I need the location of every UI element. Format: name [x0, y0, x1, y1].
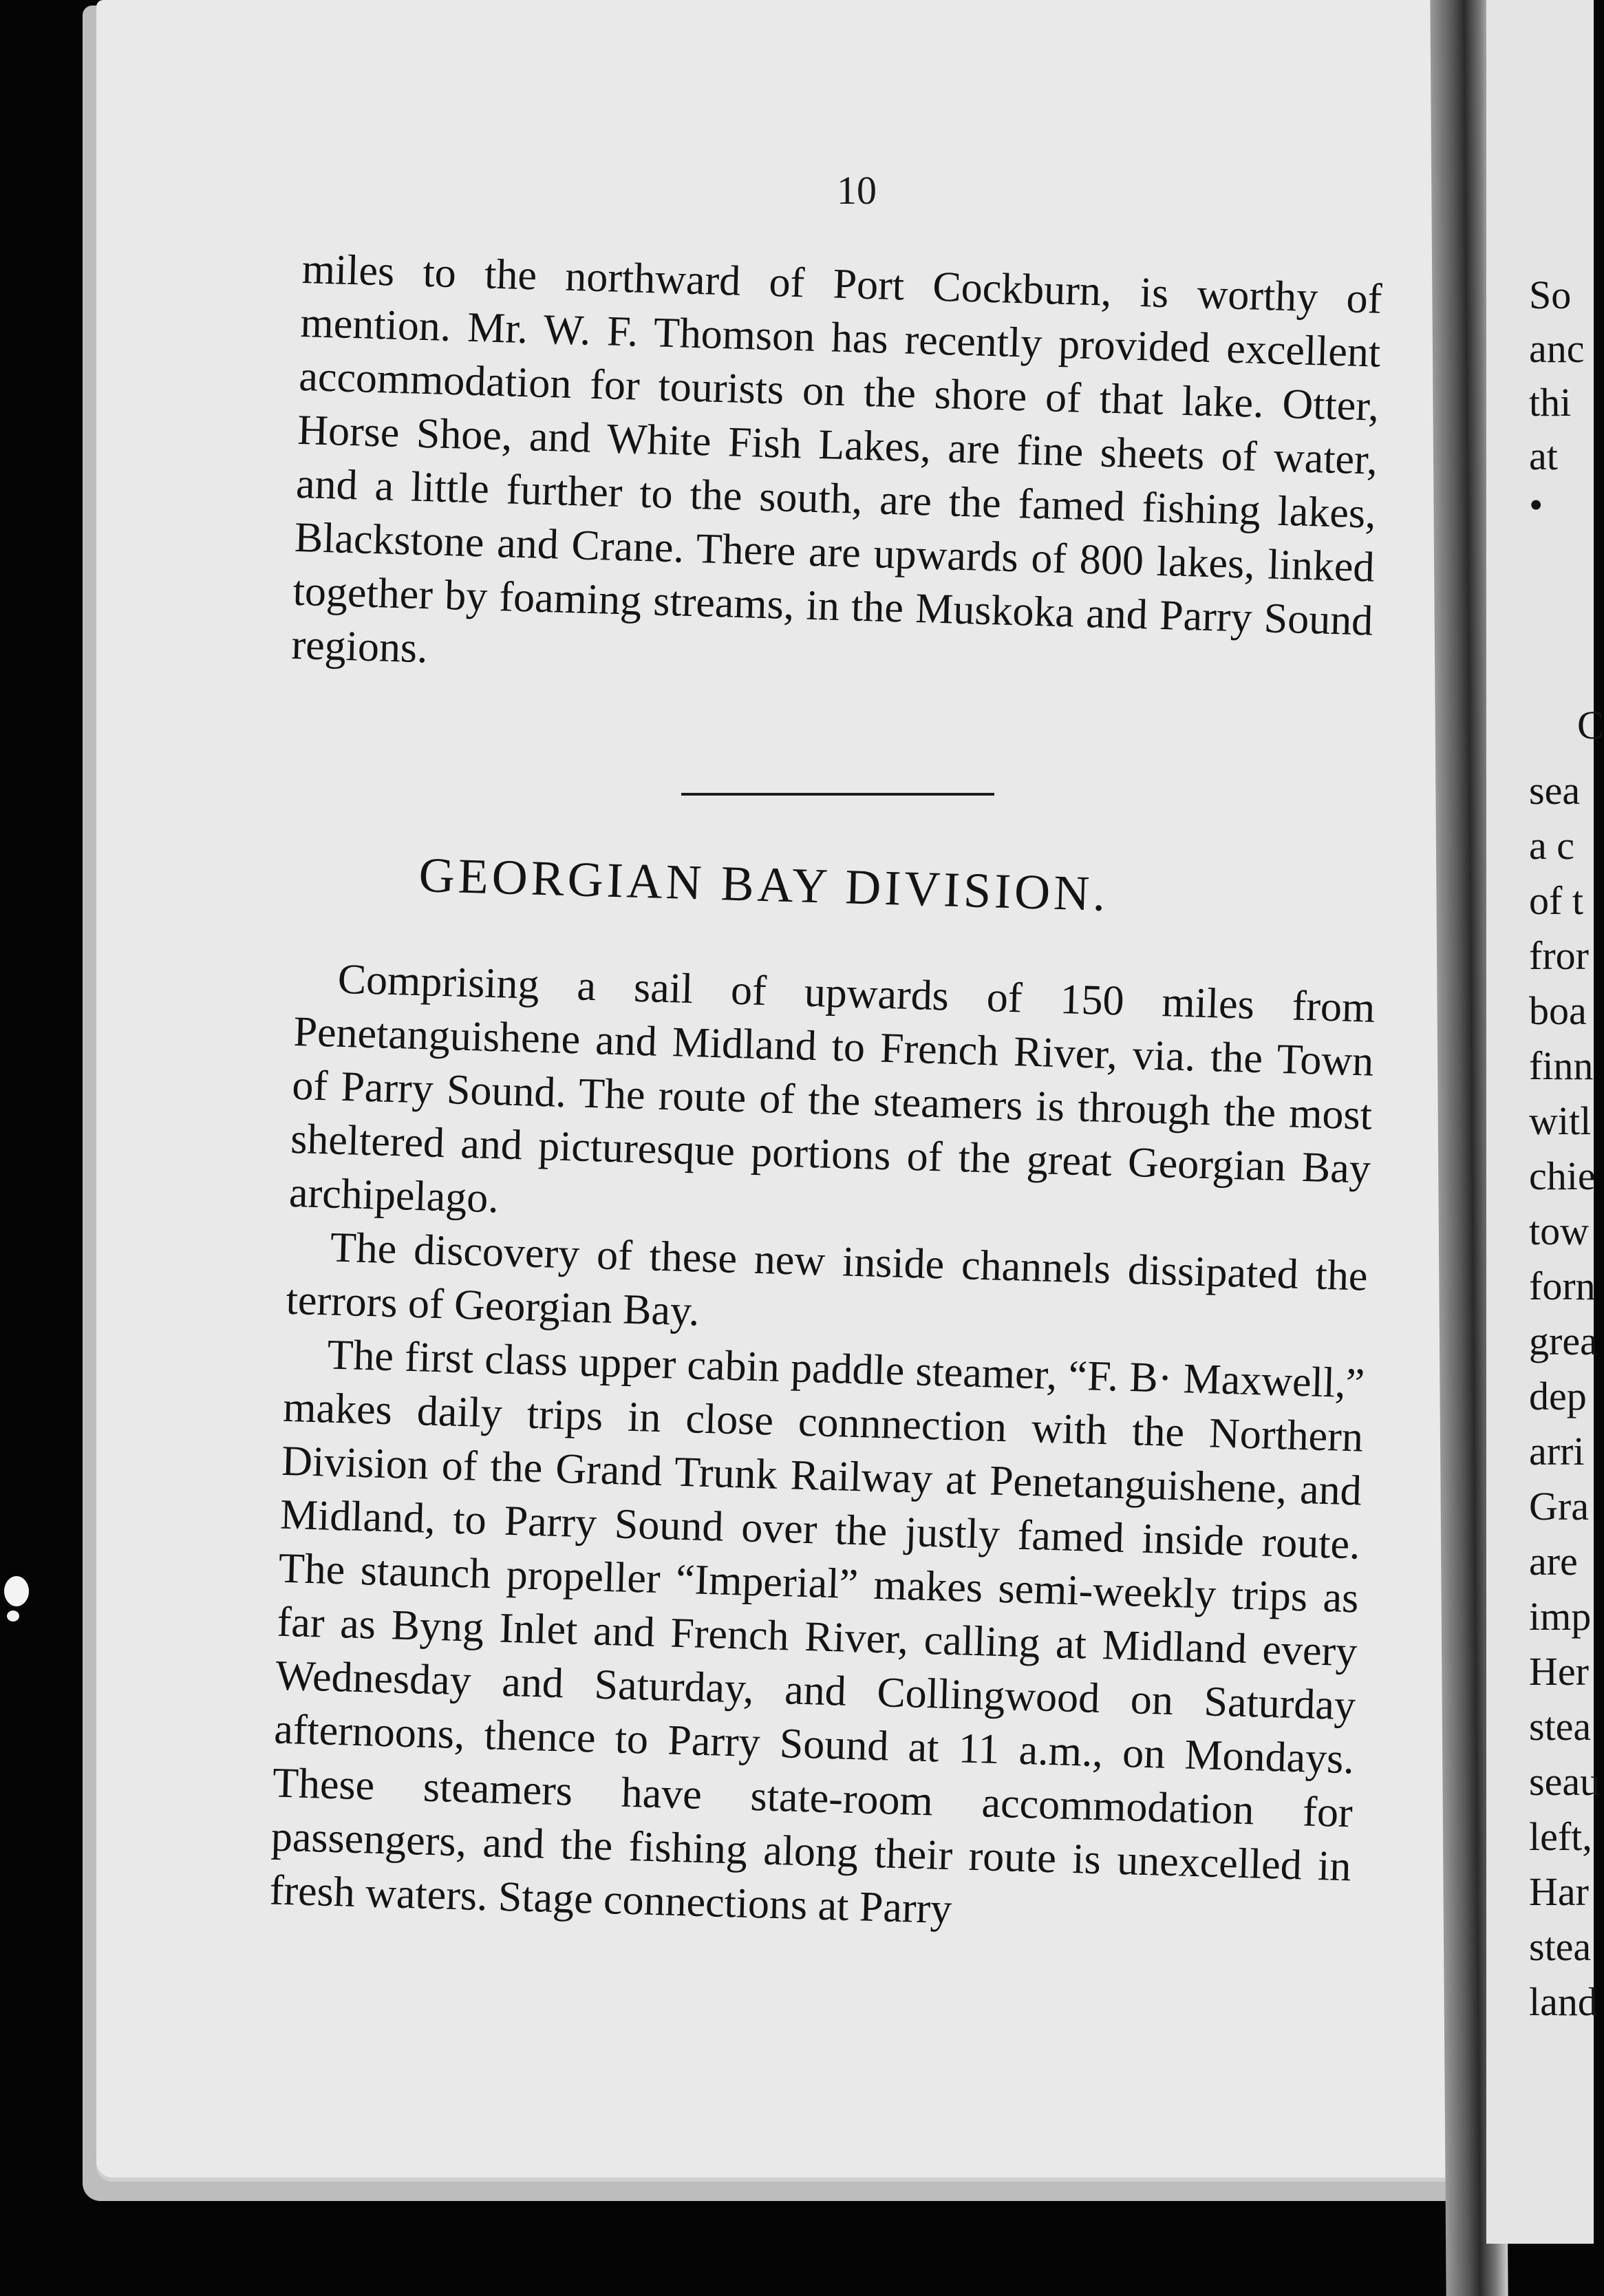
fragment: •	[1529, 482, 1543, 527]
fragment: thi	[1529, 380, 1572, 425]
body-paragraph-3: The first class upper cabin paddle steamer, “F. B· Maxwell,” makes daily trips in close connnection with the Northern Division of the Grand Trunk Railway at Penetanguishene, and Midland, to Parry Sound over the justly famed inside route. The staunch propeller “Imperial” makes semi-weekly trips as far as Byng Inlet and French River, calling at Midland every Wednesday and Saturday, and Collingwood on Saturday afternoons, thence to Parry Sound at 11 a.m., on Mondays. These steamers have state-room accommodation for passengers, and the fishing along their route is unexcelled in fresh waters. Stage connections at Parry	[268, 1331, 1366, 1933]
fragment: fror	[1529, 933, 1589, 978]
fragment: are	[1529, 1539, 1578, 1584]
fragment: arri	[1529, 1429, 1585, 1474]
fragment: tow	[1529, 1209, 1589, 1253]
fragment: sea	[1529, 768, 1581, 813]
fragment: anc	[1529, 326, 1585, 371]
fragment: seau	[1529, 1759, 1601, 1804]
fragment: dep	[1529, 1374, 1587, 1418]
fragment: boa	[1529, 988, 1587, 1033]
speck	[7, 1611, 19, 1622]
fragment: stea	[1529, 1924, 1592, 1969]
section-body	[269, 951, 1376, 1947]
fragment: C	[1577, 703, 1604, 747]
body-paragraph-1: Comprising a sail of upwards of 150 miles from Penetanguishene and Midland to French River, via. the Town of Parry Sound. The route of the steamers is through the most sheltered and picturesque portions of the great Georgian Bay archipelago.	[288, 955, 1376, 1222]
fragment: stea	[1529, 1704, 1592, 1749]
fragment: of t	[1529, 878, 1583, 923]
fragment: forn	[1529, 1264, 1596, 1308]
fragment: at	[1529, 434, 1558, 478]
intro-paragraph: miles to the northward of Port Cockburn, is worthy of mention. Mr. W. F. Thomson has recently provided excellent accommodation for tourists on the shore of that lake. Otter, Horse Shoe, and White Fish Lakes, are fine sheets of water, and a little further to the south, are the famed fishing lakes, Blackstone and Crane. There are upwards of 800 lakes, linked together by foaming streams, in the Muskoka and Parry Sound regions.	[290, 245, 1383, 672]
fragment: a c	[1529, 823, 1574, 868]
fragment: Har	[1529, 1869, 1589, 1914]
speck	[4, 1576, 29, 1606]
fragment: finn	[1529, 1043, 1594, 1088]
right-page-text-fragments	[1529, 0, 1604, 2271]
fragment: left,	[1529, 1814, 1592, 1859]
fragment: imp	[1529, 1594, 1592, 1639]
fragment: witl	[1529, 1098, 1592, 1143]
body-paragraph-2: The discovery of these new inside channels dissipated the terrors of Georgian Bay.	[285, 1224, 1369, 1335]
fragment: chie	[1529, 1154, 1596, 1198]
fragment: Her	[1529, 1649, 1589, 1694]
fragment: So	[1529, 273, 1572, 317]
section-heading: GEORGIAN BAY DIVISION.	[418, 847, 1110, 922]
page-number: 10	[837, 168, 877, 213]
fragment: grea	[1529, 1319, 1598, 1363]
fragment: Gra	[1529, 1484, 1589, 1529]
fragment: land	[1529, 1979, 1598, 2024]
section-divider	[681, 793, 994, 796]
